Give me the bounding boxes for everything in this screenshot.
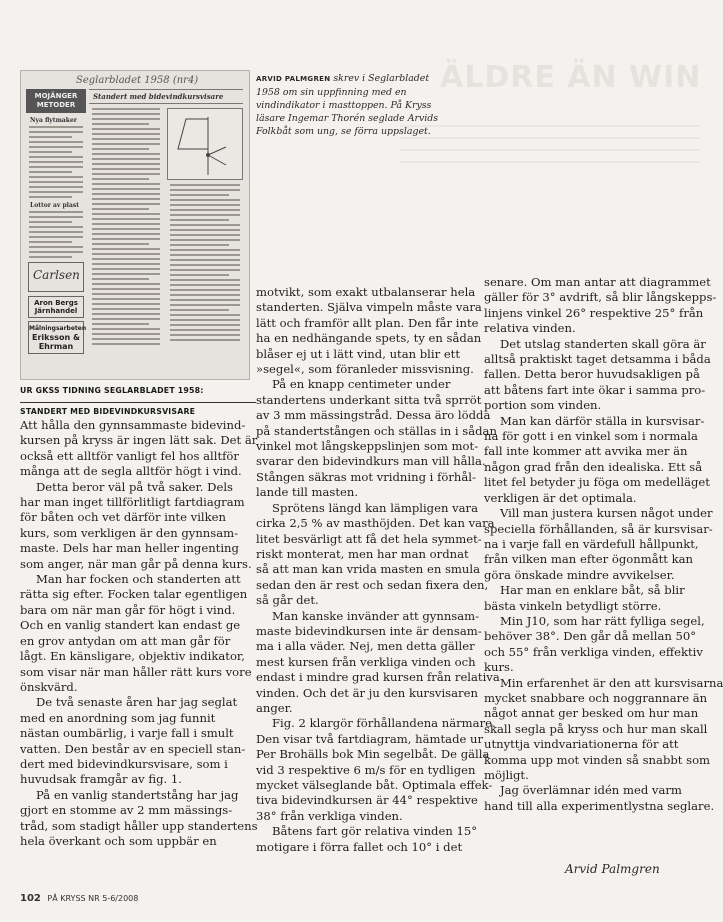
page-number: 102	[20, 893, 41, 904]
text-line: sedan den är rest och sedan fixera den,	[256, 577, 489, 592]
text-line: huvudsak framgår av fig. 1.	[20, 772, 182, 787]
clipping-caption	[20, 385, 256, 417]
text-line: alltså praktiskt taget detsamma i båda	[484, 352, 711, 367]
text-line: Och en vanlig standert kan endast ge	[20, 618, 241, 633]
text-line: De två senaste åren har jag seglat	[36, 695, 238, 710]
text-line: blåser ej ut i lätt vind, utan blir ett	[256, 346, 461, 361]
text-line: endast i mindre grad kursen från relativa	[256, 670, 500, 685]
clipping-article-title: Standert med bidevindkursvisare	[89, 89, 243, 104]
text-line: så att man kan vrida masten en smula	[256, 562, 481, 577]
text-line: På en vanlig standertstång har jag	[36, 787, 239, 802]
text-line: vid 3 respektive 6 m/s för en tydligen	[256, 762, 476, 777]
clipping-caption-line-1: UR GKSS TIDNING SEGLARBLADET 1958:	[20, 386, 204, 395]
text-line: som anger, när man går på denna kurs.	[20, 556, 252, 571]
text-line: senare. Om man antar att diagrammet	[484, 275, 711, 289]
text-line: kurs.	[484, 660, 514, 675]
text-line: Den visar två fartdiagram, hämtade ur	[256, 731, 484, 746]
text-line: Man har focken och standerten att	[36, 572, 241, 587]
text-line: speciella förhållanden, så är kursvisar-	[484, 521, 713, 536]
text-line: »segel«, som föranleder missvisning.	[256, 362, 474, 377]
text-line: litet fel betyder ju föga om medelläget	[484, 475, 710, 490]
text-line: önskvärd.	[20, 679, 78, 694]
text-line: med en anordning som jag funnit	[20, 710, 216, 725]
text-line: Sprötens längd kan lämpligen vara	[272, 500, 479, 515]
text-line: också ett alltför vanligt fel hos alltför	[20, 448, 239, 463]
text-line: rätta sig efter. Focken talar egentligen	[20, 587, 248, 602]
text-column-1	[20, 418, 256, 849]
text-line: så går det.	[256, 593, 319, 608]
text-line: för båten och vet därför inte vilken	[20, 510, 226, 525]
text-line: 38° från verkliga vinden.	[256, 808, 403, 823]
text-column-3	[484, 275, 723, 814]
text-line: skall segla på kryss och hur man skall	[484, 721, 708, 736]
text-line: på standertstången och ställas in i sådan	[256, 423, 497, 438]
image-caption	[256, 72, 446, 138]
handwritten-note: Seglarbladet 1958 (nr4)	[76, 75, 199, 86]
text-line: relativa vinden.	[484, 321, 576, 336]
text-line: standertens underkant sitta två sprröt	[256, 392, 482, 407]
clipping-left-column	[26, 89, 86, 375]
text-line: nästan oumbärlig, i varje fall i smult	[20, 726, 234, 741]
text-line: ma i alla väder. Nej, men detta gäller	[256, 639, 475, 654]
text-line: mycket snabbare och noggrannare än	[484, 690, 708, 705]
text-line: fallen. Detta beror huvudsakligen på	[484, 367, 700, 382]
text-line: dert med bidevindkursvisare, som i	[20, 756, 228, 771]
text-line: Stången säkras mot vridning i förhål-	[256, 469, 476, 484]
text-line: kursen på kryss är ingen lätt sak. Det är	[20, 433, 258, 448]
text-line: standerten. Själva vimpeln måste vara	[256, 300, 482, 315]
text-line: maste. Dels har man heller ingenting	[20, 541, 239, 556]
clipping-subhead-1: Nya flytmaker	[30, 117, 77, 124]
text-line: Fig. 2 klargör förhållandena närmare.	[272, 716, 496, 731]
text-line: något annat ger besked om hur man	[484, 706, 699, 721]
text-line: På en knapp centimeter under	[272, 377, 451, 392]
text-line: linjens vinkel 26° respektive 25° från	[484, 305, 704, 320]
text-line: hand till alla experimentlystna seglare.	[484, 798, 715, 813]
text-line: en grov antydan om att man går för	[20, 633, 231, 648]
text-line: na för gott i en vinkel som i normala	[484, 429, 698, 444]
text-line: Man kanske invänder att gynnsam-	[272, 608, 480, 623]
text-line: Detta beror väl på två saker. Dels	[36, 479, 233, 494]
text-line: motigare i förra fallet och 10° i det	[256, 839, 463, 854]
text-line: kurs, som verkligen är den gynnsam-	[20, 525, 239, 540]
text-line: gäller för 3° avdrift, så blir långskepps-	[484, 290, 717, 305]
text-line: Vill man justera kursen något under	[500, 506, 713, 521]
clipping-ad-eriksson: Målningsarbeten Eriksson & Ehrman	[28, 321, 84, 354]
text-line: bästa vinkeln betydligt större.	[484, 598, 662, 613]
text-line: någon grad från den idealiska. Ett så	[484, 459, 703, 474]
clipping-masthead: MOJÄNGER METODER	[26, 89, 86, 113]
text-line: tråd, som stadigt håller upp standertens	[20, 818, 258, 833]
text-line: portion som vinden.	[484, 398, 602, 413]
text-line: Per Brohälls bok Min segelbåt. De gälla	[256, 747, 490, 762]
text-line: har man inget tillförlitligt fartdiagram	[20, 495, 245, 510]
text-line: svarar den bidevindkurs man vill hålla.	[256, 454, 486, 469]
text-line: göra önskade mindre avvikelser.	[484, 567, 675, 582]
text-line: möjligt.	[484, 768, 529, 782]
text-line: cirka 2,5 % av masthöjden. Det kan vara	[256, 516, 495, 531]
text-line: Det utslag standerten skall göra är	[500, 336, 706, 351]
text-line: fall inte kommer att avvika mer än	[484, 444, 688, 459]
text-line: na i varje fall en värdefull hållpunkt,	[484, 536, 699, 551]
show-through-headline: ÄLDRE ÄN WIN	[440, 60, 702, 95]
text-line: litet besvärligt att få det hela symmet-	[256, 531, 482, 546]
text-line: komma upp mot vinden så snabbt som	[484, 752, 711, 767]
newspaper-clipping-image	[20, 70, 250, 380]
text-line: och 55° från verkliga vinden, effektiv	[484, 644, 703, 659]
text-line: vinkel mot långskeppslinjen som mot-	[256, 439, 479, 454]
text-line: Att hålla den gynnsammaste bidevind-	[20, 418, 246, 432]
text-line: att båtens fart inte ökar i samma pro-	[484, 382, 706, 397]
clipping-caption-line-2: STANDERT MED BIDEVINDKURSVISARE	[20, 407, 196, 416]
clipping-ad-carlsen: Carlsen	[28, 262, 84, 292]
caption-text: skrev i Seglarbladet 1958 om sin uppfinning med en vindindikator i masttoppen. På Kryss läsare Ingemar Thorén seglade Arvids Folkbåt som ung, se förra uppslaget.	[256, 73, 439, 137]
text-line: utnyttja vindvariationerna för att	[484, 737, 679, 752]
page-footer	[20, 893, 138, 904]
text-column-2	[256, 285, 500, 855]
text-line: Har man en enklare båt, så blir	[500, 583, 685, 598]
clipping-figure-1	[167, 108, 243, 180]
text-line: maste bidevindkursen inte är densam-	[256, 623, 482, 638]
text-line: som visar när man håller rätt kurs vore	[20, 664, 252, 679]
text-line: anger.	[256, 700, 293, 715]
text-line: tiva bidevindkursen är 44° respektive	[256, 793, 478, 808]
text-line: Min erfarenhet är den att kursvisarna	[500, 675, 723, 690]
caption-author: ARVID PALMGREN	[256, 75, 331, 83]
text-line: riskt monterat, men har man ordnat	[256, 546, 469, 561]
text-line: lågt. En känsligare, objektiv indikator,	[20, 649, 245, 664]
text-line: många att de segla alltför högt i vind.	[20, 464, 242, 479]
magazine-issue: PÅ KRYSS NR 5-6/2008	[47, 894, 139, 903]
text-line: vinden. Och det är ju den kursvisaren	[256, 685, 478, 700]
text-line: lande till masten.	[256, 485, 359, 500]
clipping-subhead-2: Lottor av plast	[30, 202, 79, 209]
text-line: Min J10, som har rätt fylliga segel,	[500, 613, 705, 628]
text-line: mest kursen från verkliga vinden och	[256, 654, 476, 669]
text-line: Jag överlämnar idén med varm	[500, 783, 682, 798]
text-line: bara om när man går för högt i vind.	[20, 602, 236, 617]
text-line: hela överkant och som uppbär en	[20, 833, 217, 848]
text-line: mycket välseglande båt. Optimala effek-	[256, 778, 493, 792]
text-line: ha en nedhängande spets, ty en sådan	[256, 331, 482, 346]
text-line: Man kan därför ställa in kursvisar-	[500, 413, 705, 428]
text-line: gjort en stomme av 2 mm mässings-	[20, 803, 233, 818]
text-line: lätt och framför allt plan. Den får inte	[256, 315, 479, 330]
text-line: verkligen är det optimala.	[484, 490, 637, 505]
text-line: från vilken man efter ögonmått kan	[484, 552, 694, 567]
author-signature: Arvid Palmgren	[565, 862, 660, 876]
clipping-ad-aron-bergs: Aron Bergs Järnhandel	[28, 296, 84, 318]
text-line: Båtens fart gör relativa vinden 15°	[272, 824, 478, 839]
clipping-article	[89, 89, 243, 375]
text-line: av 3 mm mässingstråd. Dessa äro lödda	[256, 408, 491, 423]
text-line: motvikt, som exakt utbalanserar hela	[256, 285, 476, 299]
text-line: vatten. Den består av en speciell stan-	[20, 741, 246, 756]
text-line: behöver 38°. Den går då mellan 50°	[484, 629, 697, 644]
